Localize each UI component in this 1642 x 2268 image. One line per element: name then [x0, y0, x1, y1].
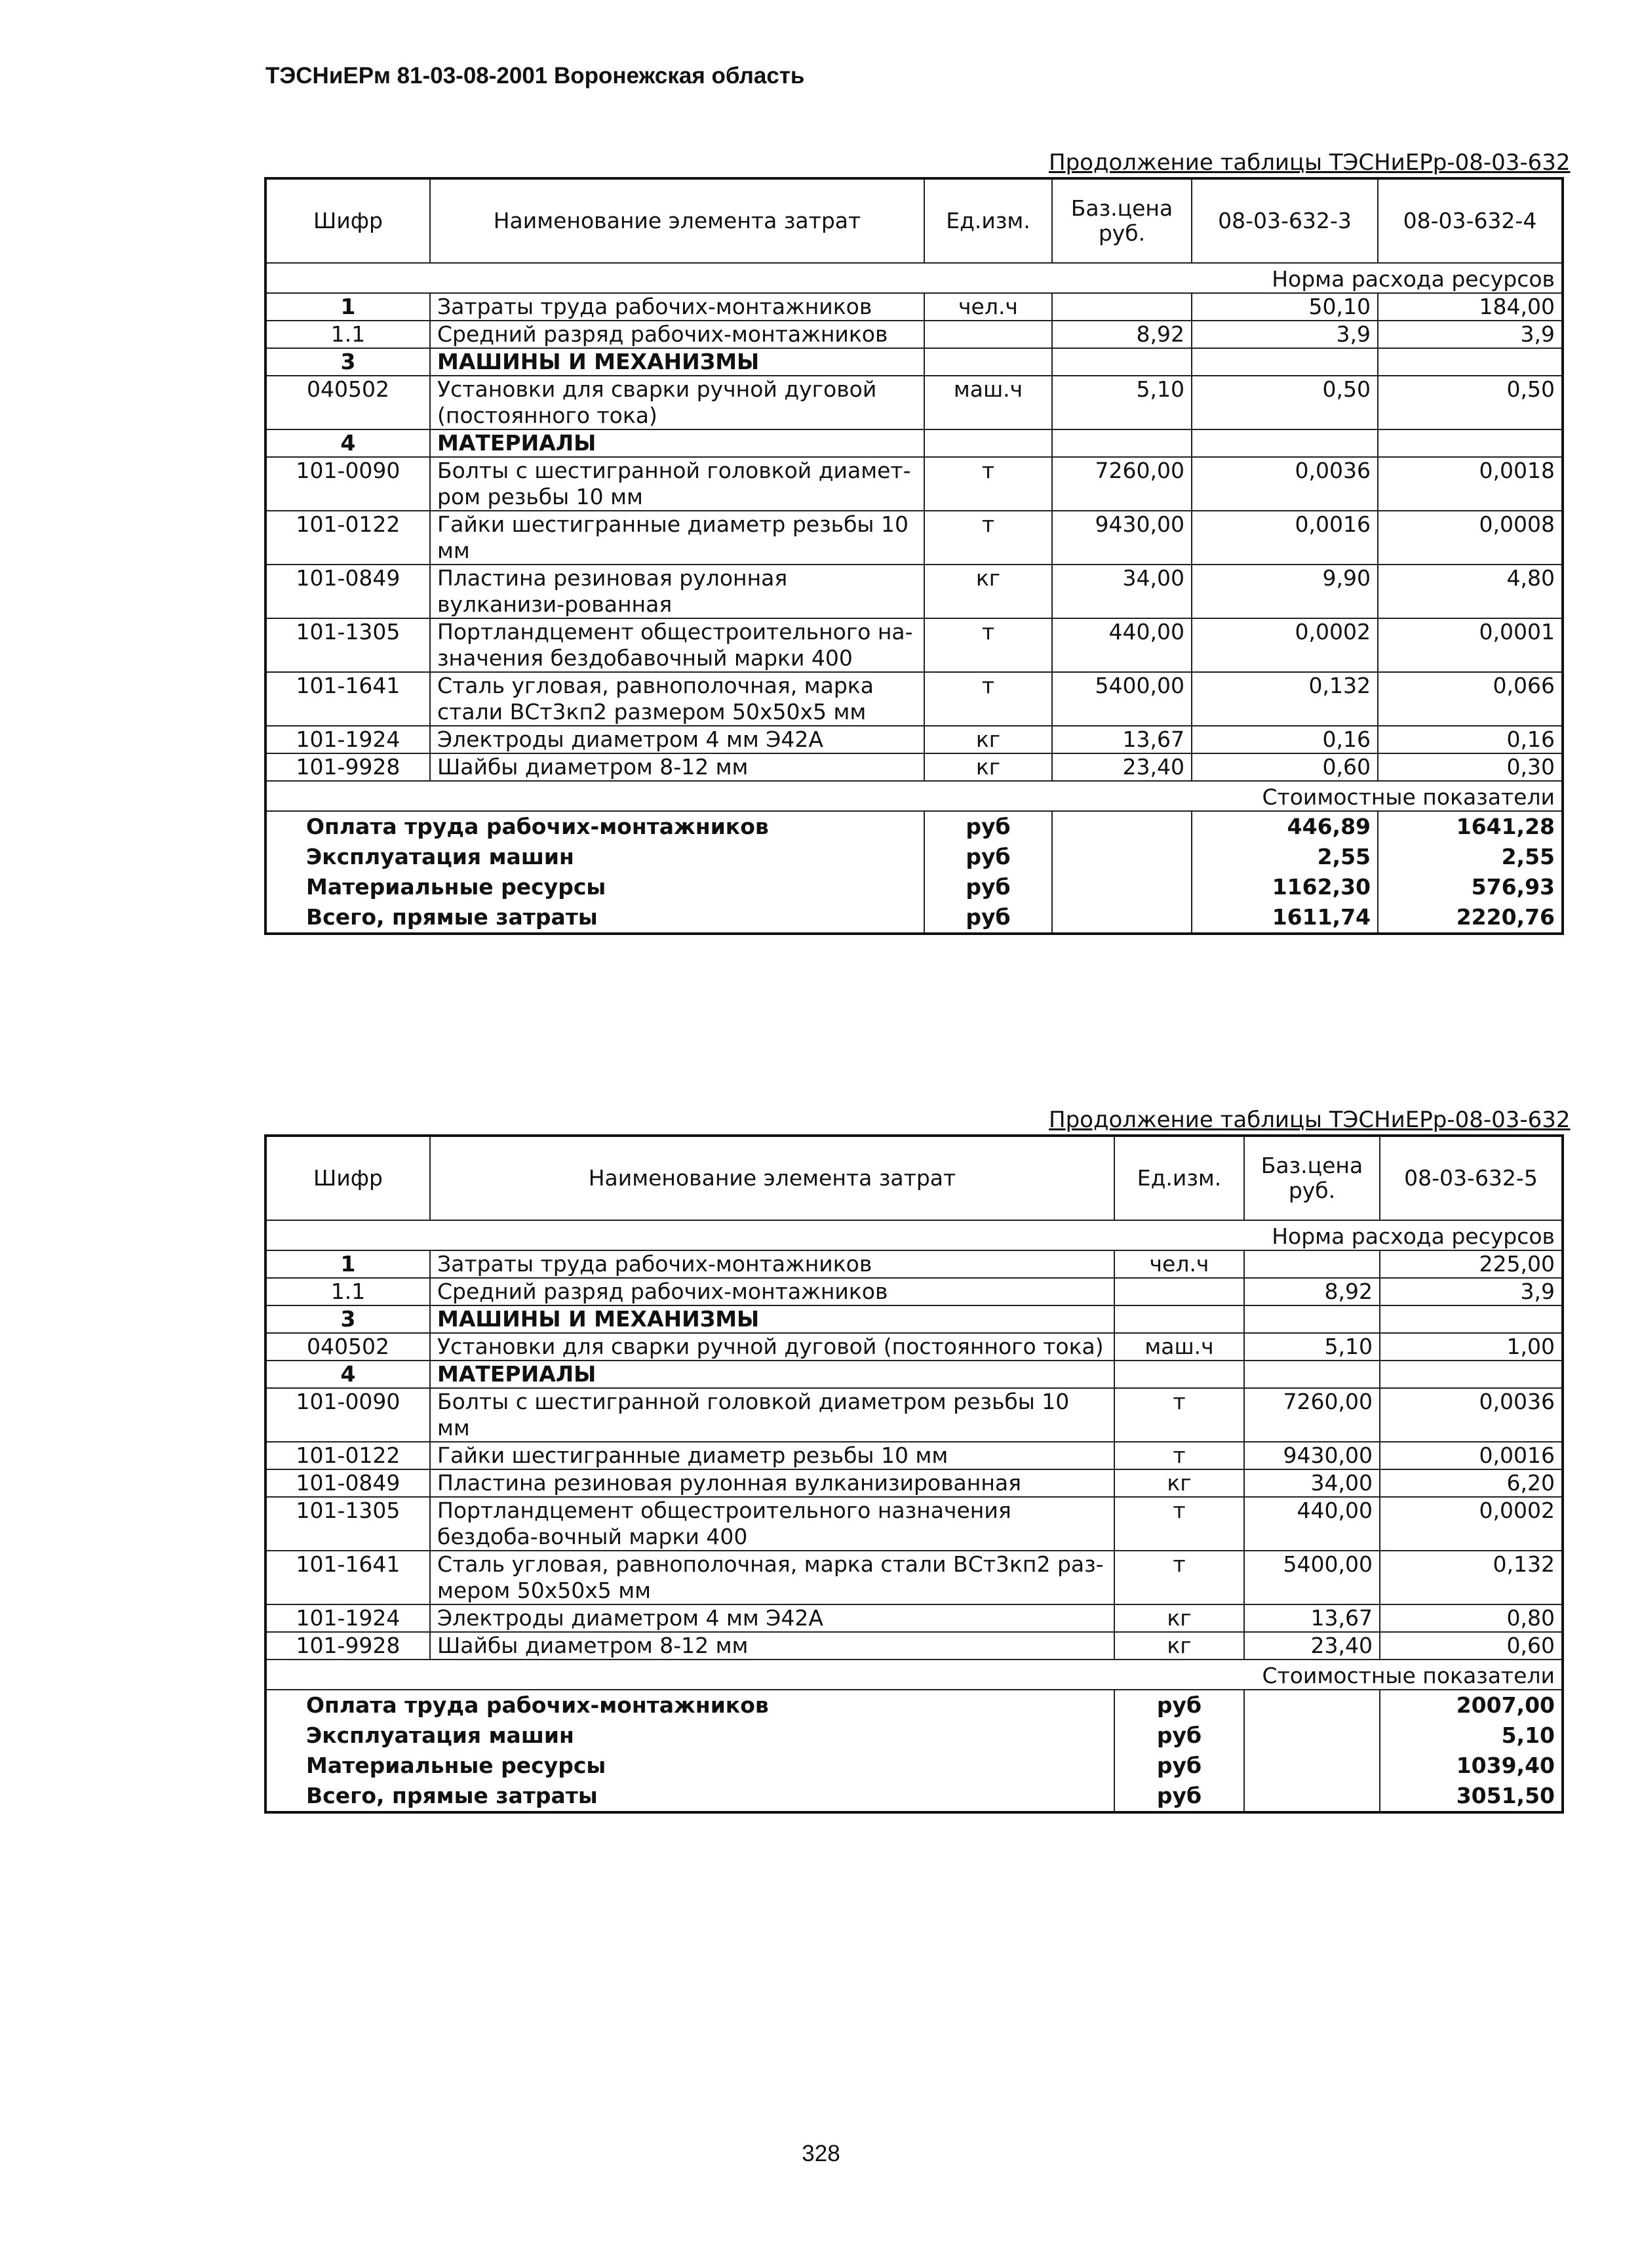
- resource-code: 3: [265, 348, 430, 376]
- total-unit: руб: [1114, 1721, 1244, 1751]
- column-header: Ед.изм.: [1114, 1136, 1244, 1220]
- resource-code: 101-0849: [265, 565, 430, 618]
- table-row: [265, 1632, 1563, 1660]
- total-empty: [1244, 1721, 1380, 1751]
- norm-value-cell: 0,0001: [1378, 618, 1563, 672]
- unit-cell: т: [924, 672, 1052, 726]
- total-value: 446,89: [1192, 811, 1378, 842]
- unit-cell: [924, 429, 1052, 457]
- column-header: Наименование элемента затрат: [430, 178, 924, 263]
- table-row: [265, 1497, 1563, 1551]
- total-unit: руб: [924, 811, 1052, 842]
- column-header: Ед.изм.: [924, 178, 1052, 263]
- total-unit: руб: [924, 872, 1052, 902]
- total-label: Эксплуатация машин: [265, 842, 924, 872]
- resource-name: Болты с шестигранной головкой диаметром резьбы 10 мм: [430, 1388, 1114, 1442]
- norm-value-cell: 0,0018: [1378, 457, 1563, 511]
- norm-value-cell: 3,9: [1378, 321, 1563, 348]
- resource-code: 101-0849: [265, 1469, 430, 1497]
- unit-cell: кг: [1114, 1469, 1244, 1497]
- resource-table-1: [264, 177, 1564, 935]
- resource-code: 101-1305: [265, 618, 430, 672]
- table-row: [265, 1278, 1563, 1305]
- norm-label-row: [265, 263, 1563, 293]
- unit-cell: кг: [1114, 1604, 1244, 1632]
- table-row: [265, 753, 1563, 781]
- resource-code: 101-1641: [265, 672, 430, 726]
- table-body: [265, 178, 1563, 934]
- resource-code: 101-9928: [265, 753, 430, 781]
- table-body: [265, 1136, 1563, 1812]
- norm-value-cell: 0,50: [1192, 376, 1378, 429]
- resource-code: 101-1924: [265, 1604, 430, 1632]
- norm-value-cell: 0,0002: [1192, 618, 1378, 672]
- total-value: 1641,28: [1378, 811, 1563, 842]
- norm-value-cell: 0,0036: [1380, 1388, 1563, 1442]
- total-row: [265, 1690, 1563, 1721]
- column-header: Наименование элемента затрат: [430, 1136, 1114, 1220]
- total-label: Материальные ресурсы: [265, 872, 924, 902]
- cost-label-row: [265, 1660, 1563, 1690]
- unit-cell: чел.ч: [1114, 1250, 1244, 1278]
- total-value: 3051,50: [1380, 1781, 1563, 1812]
- table-caption-text: Продолжение таблицы ТЭСНиЕРр-08-03-632: [1049, 1107, 1571, 1133]
- total-row: [265, 811, 1563, 842]
- resource-name: Портландцемент общестроительного назначения бездоба-вочный марки 400: [430, 1497, 1114, 1551]
- norm-value-cell: 0,16: [1192, 726, 1378, 753]
- cost-label-row: [265, 781, 1563, 811]
- total-unit: руб: [924, 842, 1052, 872]
- section-row: [265, 429, 1563, 457]
- cost-label: Стоимостные показатели: [265, 1660, 1563, 1690]
- unit-cell: [1114, 1361, 1244, 1388]
- base-price-cell: 9430,00: [1244, 1442, 1380, 1469]
- table-row: [265, 618, 1563, 672]
- resource-name: МАШИНЫ И МЕХАНИЗМЫ: [430, 1305, 1114, 1333]
- total-label: Всего, прямые затраты: [265, 902, 924, 934]
- base-price-cell: [1244, 1361, 1380, 1388]
- norm-value-cell: 0,16: [1378, 726, 1563, 753]
- table-row: [265, 1388, 1563, 1442]
- resource-name: Затраты труда рабочих-монтажников: [430, 293, 924, 321]
- resource-name: Сталь угловая, равнополочная, марка стали ВСт3кп2 размером 50х50х5 мм: [430, 672, 924, 726]
- base-price-cell: [1052, 429, 1192, 457]
- norm-value-cell: 0,60: [1192, 753, 1378, 781]
- table-row: [265, 321, 1563, 348]
- table-row: [265, 1442, 1563, 1469]
- total-label: Эксплуатация машин: [265, 1721, 1114, 1751]
- resource-name: Электроды диаметром 4 мм Э42А: [430, 726, 924, 753]
- table-row: [265, 1604, 1563, 1632]
- total-value: 2007,00: [1380, 1690, 1563, 1721]
- table-caption: [1049, 149, 1571, 176]
- table-row: [265, 457, 1563, 511]
- total-unit: руб: [924, 902, 1052, 934]
- resource-name: Установки для сварки ручной дуговой (постоянного тока): [430, 1333, 1114, 1361]
- resource-code: 101-0122: [265, 1442, 430, 1469]
- norm-value-cell: [1380, 1361, 1563, 1388]
- base-price-cell: 23,40: [1244, 1632, 1380, 1660]
- resource-code: 040502: [265, 1333, 430, 1361]
- unit-cell: чел.ч: [924, 293, 1052, 321]
- base-price-cell: 13,67: [1052, 726, 1192, 753]
- unit-cell: т: [1114, 1442, 1244, 1469]
- resource-name: Болты с шестигранной головкой диамет-ром резьбы 10 мм: [430, 457, 924, 511]
- resource-name: Шайбы диаметром 8-12 мм: [430, 1632, 1114, 1660]
- total-row: [265, 902, 1563, 934]
- norm-value-cell: 3,9: [1192, 321, 1378, 348]
- base-price-cell: 9430,00: [1052, 511, 1192, 565]
- resource-name: Пластина резиновая рулонная вулканизированная: [430, 1469, 1114, 1497]
- unit-cell: кг: [924, 726, 1052, 753]
- resource-code: 4: [265, 429, 430, 457]
- norm-value-cell: 0,0002: [1380, 1497, 1563, 1551]
- cost-label: Стоимостные показатели: [265, 781, 1563, 811]
- table-caption: [1049, 1107, 1571, 1133]
- total-value: 5,10: [1380, 1721, 1563, 1751]
- norm-label: Норма расхода ресурсов: [265, 263, 1563, 293]
- base-price-cell: 440,00: [1052, 618, 1192, 672]
- base-price-cell: 5400,00: [1244, 1551, 1380, 1604]
- resource-code: 101-9928: [265, 1632, 430, 1660]
- resource-code: 1.1: [265, 321, 430, 348]
- resource-name: МАТЕРИАЛЫ: [430, 1361, 1114, 1388]
- total-row: [265, 1751, 1563, 1781]
- base-price-cell: 23,40: [1052, 753, 1192, 781]
- base-price-cell: [1244, 1305, 1380, 1333]
- resource-name: МАТЕРИАЛЫ: [430, 429, 924, 457]
- norm-value-cell: 225,00: [1380, 1250, 1563, 1278]
- unit-cell: т: [924, 618, 1052, 672]
- norm-value-cell: 0,60: [1380, 1632, 1563, 1660]
- resource-code: 101-0090: [265, 1388, 430, 1442]
- resource-name: Гайки шестигранные диаметр резьбы 10 мм: [430, 511, 924, 565]
- table-row: [265, 511, 1563, 565]
- resource-name: Электроды диаметром 4 мм Э42А: [430, 1604, 1114, 1632]
- unit-cell: [1114, 1305, 1244, 1333]
- table-row: [265, 293, 1563, 321]
- total-row: [265, 842, 1563, 872]
- total-value: 1611,74: [1192, 902, 1378, 934]
- resource-name: Шайбы диаметром 8-12 мм: [430, 753, 924, 781]
- total-row: [265, 872, 1563, 902]
- norm-value-cell: 4,80: [1378, 565, 1563, 618]
- unit-cell: т: [1114, 1551, 1244, 1604]
- document-header: ТЭСНиЕРм 81-03-08-2001 Воронежская область: [265, 63, 805, 89]
- resource-name: Затраты труда рабочих-монтажников: [430, 1250, 1114, 1278]
- base-price-cell: 7260,00: [1052, 457, 1192, 511]
- total-unit: руб: [1114, 1781, 1244, 1812]
- norm-value-cell: 0,0016: [1192, 511, 1378, 565]
- unit-cell: кг: [924, 565, 1052, 618]
- resource-code: 101-1924: [265, 726, 430, 753]
- unit-cell: маш.ч: [924, 376, 1052, 429]
- section-row: [265, 348, 1563, 376]
- table-caption-text: Продолжение таблицы ТЭСНиЕРр-08-03-632: [1049, 149, 1571, 176]
- total-label: Оплата труда рабочих-монтажников: [265, 1690, 1114, 1721]
- total-empty: [1244, 1751, 1380, 1781]
- resource-name: Портландцемент общестроительного на-значения бездобавочный марки 400: [430, 618, 924, 672]
- base-price-cell: 8,92: [1244, 1278, 1380, 1305]
- table-row: [265, 376, 1563, 429]
- norm-value-cell: 0,80: [1380, 1604, 1563, 1632]
- unit-cell: кг: [1114, 1632, 1244, 1660]
- total-value: 2,55: [1378, 842, 1563, 872]
- resource-code: 101-1641: [265, 1551, 430, 1604]
- total-value: 2,55: [1192, 842, 1378, 872]
- resource-code: 1.1: [265, 1278, 430, 1305]
- unit-cell: кг: [924, 753, 1052, 781]
- unit-cell: [1114, 1278, 1244, 1305]
- column-header: 08-03-632-5: [1380, 1136, 1563, 1220]
- norm-value-cell: 3,9: [1380, 1278, 1563, 1305]
- total-unit: руб: [1114, 1751, 1244, 1781]
- base-price-cell: [1052, 348, 1192, 376]
- norm-value-cell: 0,132: [1192, 672, 1378, 726]
- norm-value-cell: [1378, 429, 1563, 457]
- unit-cell: т: [924, 457, 1052, 511]
- column-header: Шифр: [265, 178, 430, 263]
- norm-label: Норма расхода ресурсов: [265, 1220, 1563, 1250]
- unit-cell: т: [1114, 1388, 1244, 1442]
- base-price-cell: 34,00: [1244, 1469, 1380, 1497]
- norm-value-cell: [1192, 429, 1378, 457]
- total-row: [265, 1781, 1563, 1812]
- base-price-cell: 7260,00: [1244, 1388, 1380, 1442]
- total-empty: [1052, 842, 1192, 872]
- norm-value-cell: 184,00: [1378, 293, 1563, 321]
- base-price-cell: 5400,00: [1052, 672, 1192, 726]
- total-row: [265, 1721, 1563, 1751]
- total-value: 1039,40: [1380, 1751, 1563, 1781]
- norm-value-cell: [1192, 348, 1378, 376]
- total-empty: [1052, 872, 1192, 902]
- resource-name: Сталь угловая, равнополочная, марка стали ВСт3кп2 раз-мером 50х50х5 мм: [430, 1551, 1114, 1604]
- table-row: [265, 1250, 1563, 1278]
- base-price-cell: 440,00: [1244, 1497, 1380, 1551]
- total-value: 1162,30: [1192, 872, 1378, 902]
- resource-code: 101-1305: [265, 1497, 430, 1551]
- norm-value-cell: 0,132: [1380, 1551, 1563, 1604]
- total-empty: [1052, 811, 1192, 842]
- norm-value-cell: 50,10: [1192, 293, 1378, 321]
- base-price-cell: 34,00: [1052, 565, 1192, 618]
- norm-value-cell: 0,0016: [1380, 1442, 1563, 1469]
- unit-cell: [924, 348, 1052, 376]
- column-header: Баз.цена руб.: [1052, 178, 1192, 263]
- table-header-row: [265, 1136, 1563, 1220]
- total-empty: [1244, 1781, 1380, 1812]
- total-label: Материальные ресурсы: [265, 1751, 1114, 1781]
- table-row: [265, 672, 1563, 726]
- resource-table-2: [264, 1134, 1564, 1814]
- total-unit: руб: [1114, 1690, 1244, 1721]
- total-empty: [1052, 902, 1192, 934]
- norm-label-row: [265, 1220, 1563, 1250]
- base-price-cell: 13,67: [1244, 1604, 1380, 1632]
- norm-value-cell: 6,20: [1380, 1469, 1563, 1497]
- norm-value-cell: 0,066: [1378, 672, 1563, 726]
- resource-code: 101-0090: [265, 457, 430, 511]
- resource-code: 1: [265, 293, 430, 321]
- column-header: 08-03-632-4: [1378, 178, 1563, 263]
- total-empty: [1244, 1690, 1380, 1721]
- column-header: Баз.цена руб.: [1244, 1136, 1380, 1220]
- table-header-row: [265, 178, 1563, 263]
- unit-cell: [924, 321, 1052, 348]
- resource-code: 3: [265, 1305, 430, 1333]
- norm-value-cell: 0,0008: [1378, 511, 1563, 565]
- unit-cell: т: [924, 511, 1052, 565]
- norm-value-cell: [1378, 348, 1563, 376]
- resource-code: 101-0122: [265, 511, 430, 565]
- norm-value-cell: 1,00: [1380, 1333, 1563, 1361]
- table-row: [265, 1469, 1563, 1497]
- total-label: Оплата труда рабочих-монтажников: [265, 811, 924, 842]
- section-row: [265, 1361, 1563, 1388]
- resource-name: Гайки шестигранные диаметр резьбы 10 мм: [430, 1442, 1114, 1469]
- unit-cell: т: [1114, 1497, 1244, 1551]
- total-label: Всего, прямые затраты: [265, 1781, 1114, 1812]
- resource-name: Средний разряд рабочих-монтажников: [430, 321, 924, 348]
- base-price-cell: [1244, 1250, 1380, 1278]
- resource-code: 4: [265, 1361, 430, 1388]
- resource-code: 040502: [265, 376, 430, 429]
- page-number: 328: [802, 2141, 840, 2166]
- norm-value-cell: 0,50: [1378, 376, 1563, 429]
- table-row: [265, 565, 1563, 618]
- resource-name: МАШИНЫ И МЕХАНИЗМЫ: [430, 348, 924, 376]
- base-price-cell: [1052, 293, 1192, 321]
- norm-value-cell: 0,0036: [1192, 457, 1378, 511]
- norm-value-cell: [1380, 1305, 1563, 1333]
- resource-code: 1: [265, 1250, 430, 1278]
- resource-name: Пластина резиновая рулонная вулканизи-рованная: [430, 565, 924, 618]
- resource-name: Установки для сварки ручной дуговой (постоянного тока): [430, 376, 924, 429]
- table-row: [265, 1333, 1563, 1361]
- base-price-cell: 5,10: [1052, 376, 1192, 429]
- base-price-cell: 5,10: [1244, 1333, 1380, 1361]
- column-header: 08-03-632-3: [1192, 178, 1378, 263]
- table-row: [265, 1551, 1563, 1604]
- section-row: [265, 1305, 1563, 1333]
- table-row: [265, 726, 1563, 753]
- norm-value-cell: 0,30: [1378, 753, 1563, 781]
- base-price-cell: 8,92: [1052, 321, 1192, 348]
- norm-value-cell: 9,90: [1192, 565, 1378, 618]
- column-header: Шифр: [265, 1136, 430, 1220]
- unit-cell: маш.ч: [1114, 1333, 1244, 1361]
- resource-name: Средний разряд рабочих-монтажников: [430, 1278, 1114, 1305]
- total-value: 576,93: [1378, 872, 1563, 902]
- total-value: 2220,76: [1378, 902, 1563, 934]
